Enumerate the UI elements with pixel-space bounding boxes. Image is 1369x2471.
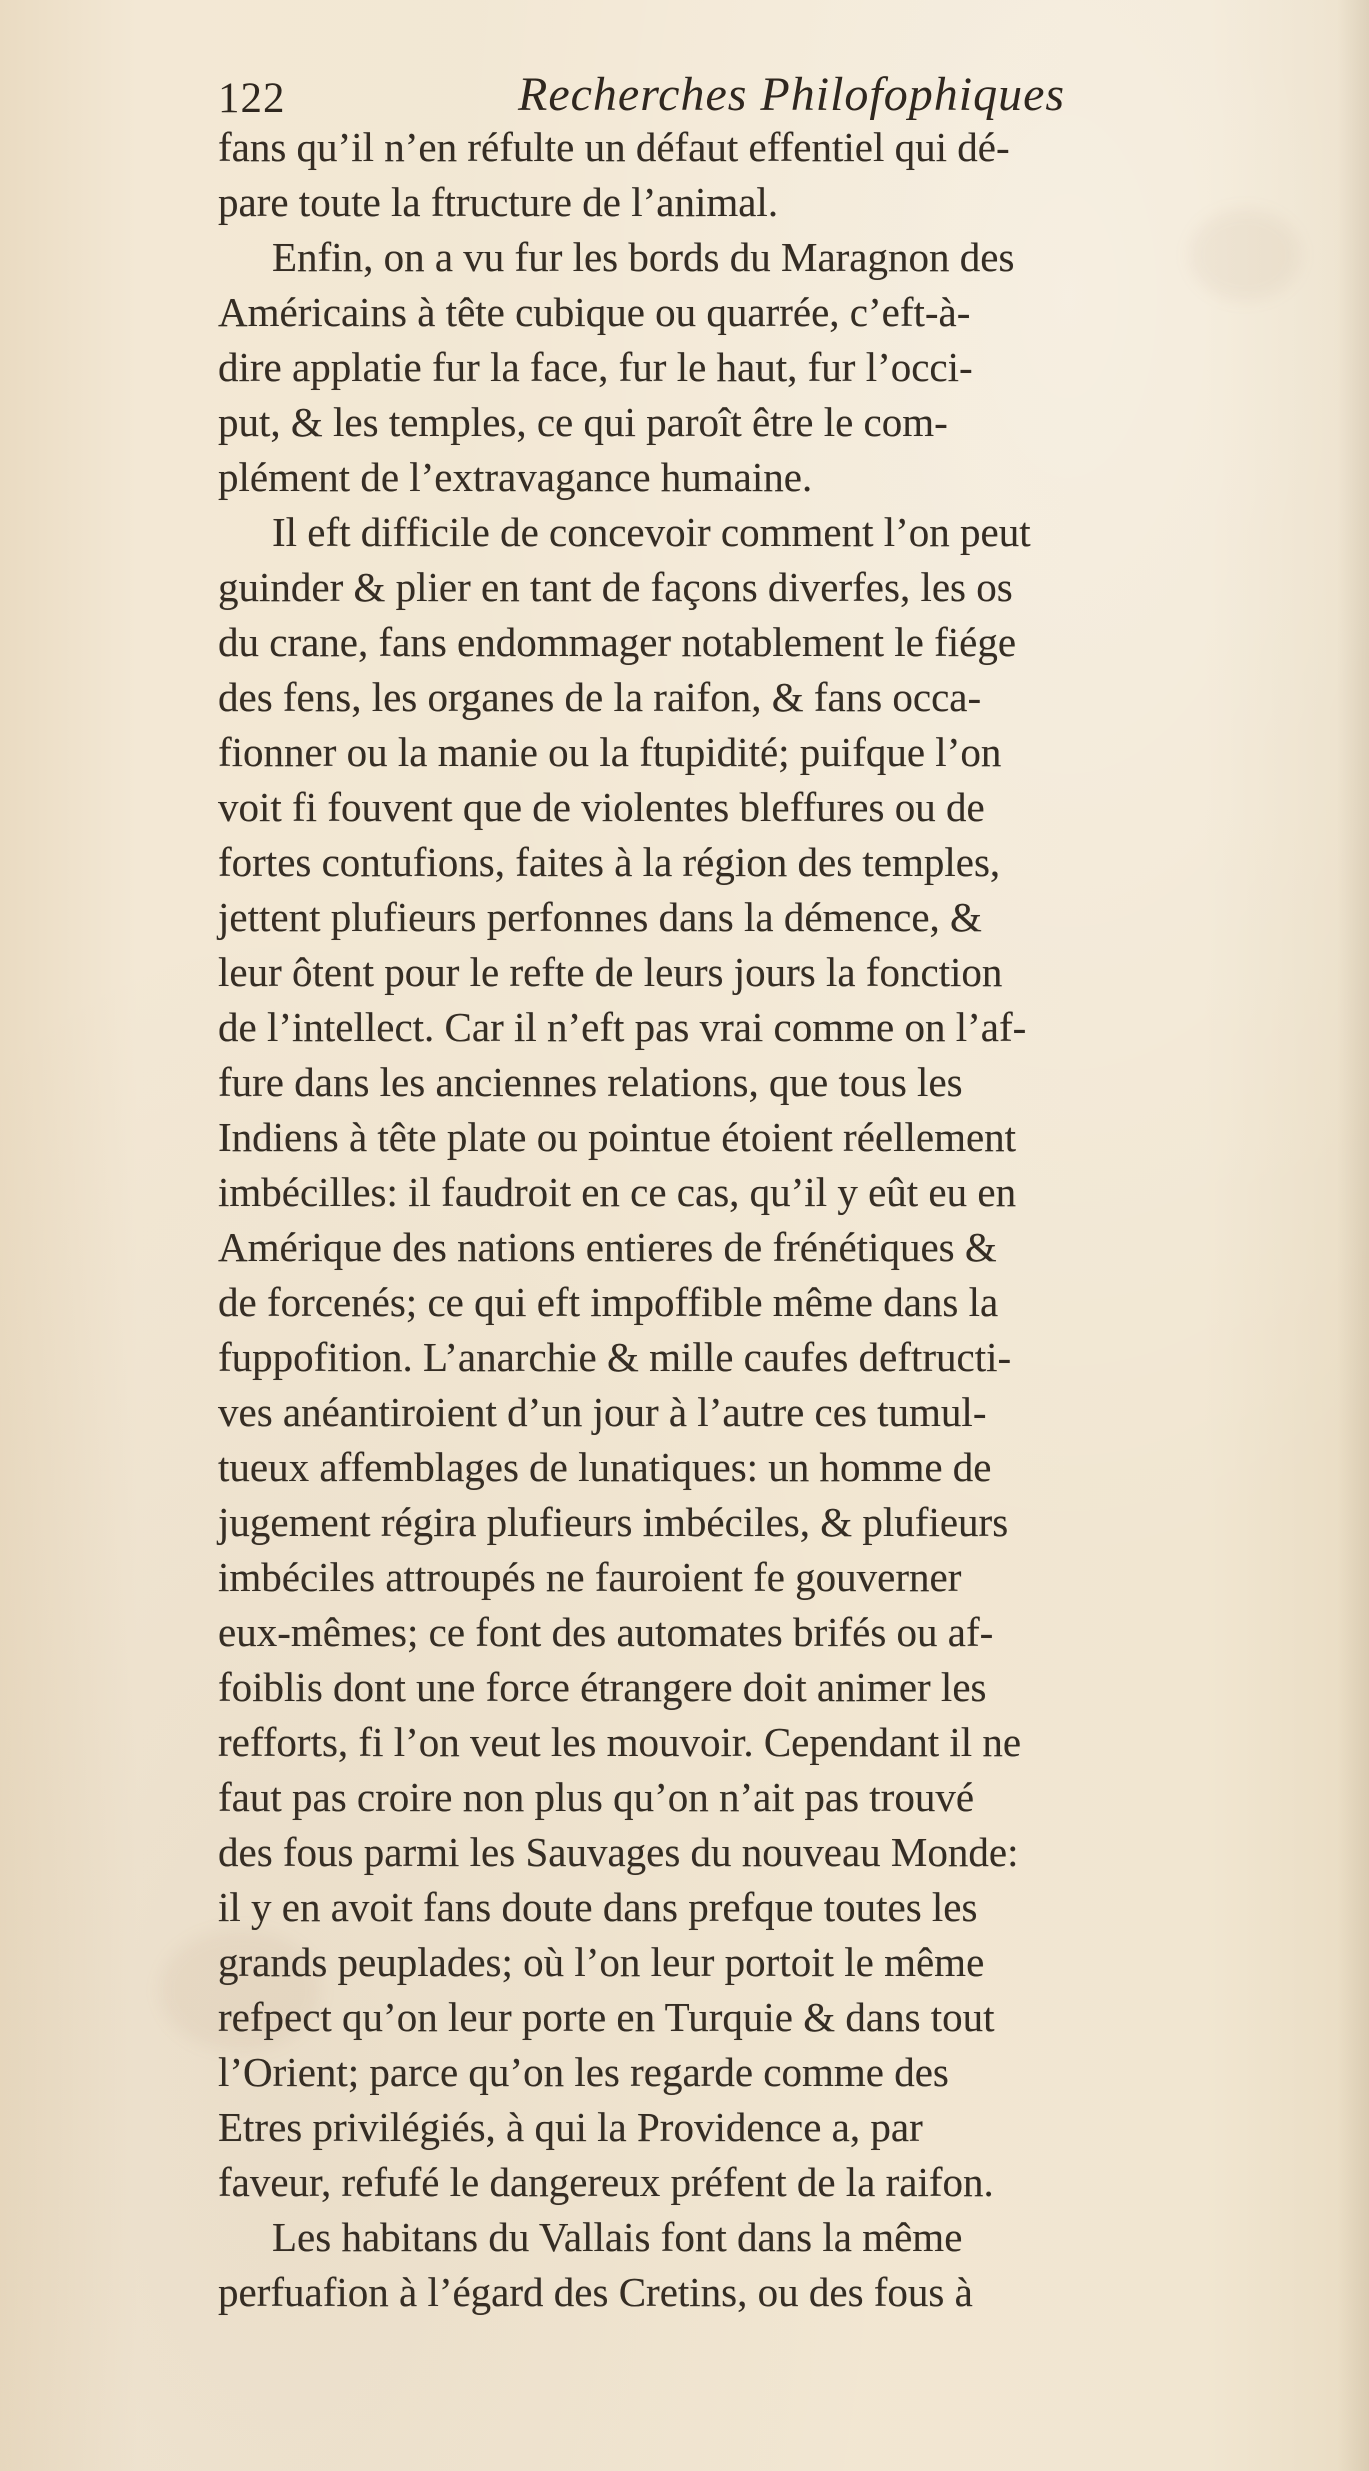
paragraph-start-line: Il eft difficile de concevoir comment l’on peut xyxy=(272,509,1031,555)
text-line: Amérique des nations entieres de frénétiques & xyxy=(218,1224,997,1270)
text-line: fans qu’il n’en réfulte un défaut effentiel qui dé- xyxy=(218,124,1010,170)
text-line: fuppofition. L’anarchie & mille caufes deftructi- xyxy=(218,1334,1012,1380)
text-line: fionner ou la manie ou la ftupidité; puifque l’on xyxy=(218,729,1002,775)
paragraph-start-line: Enfin, on a vu fur les bords du Maragnon des xyxy=(272,234,1015,280)
page-edge-shadow xyxy=(1337,0,1369,2471)
text-line: Américains à tête cubique ou quarrée, c’eft-à- xyxy=(218,289,971,335)
text-line: Indiens à tête plate ou pointue étoient réellement xyxy=(218,1114,1017,1160)
text-line: jettent plufieurs perfonnes dans la démence, & xyxy=(218,894,982,940)
text-line: fure dans les anciennes relations, que tous les xyxy=(218,1059,963,1105)
text-line: dire applatie fur la face, fur le haut, fur l’occi- xyxy=(218,344,973,390)
body-text xyxy=(218,120,1328,2380)
text-line: des fens, les organes de la raifon, & fans occa- xyxy=(218,674,982,720)
text-line: grands peuplades; où l’on leur portoit le même xyxy=(218,1939,985,1985)
text-line: pare toute la ftructure de l’animal. xyxy=(218,179,779,225)
text-line: faveur, refufé le dangereux préfent de la raifon. xyxy=(218,2159,994,2205)
text-line: leur ôtent pour le refte de leurs jours la fonction xyxy=(218,949,1003,995)
running-title: Recherches Philofophiques xyxy=(518,68,1066,121)
text-line: il y en avoit fans doute dans prefque toutes les xyxy=(218,1884,978,1930)
text-line: refpect qu’on leur porte en Turquie & dans tout xyxy=(218,1994,995,2040)
text-line: voit fi fouvent que de violentes bleffures ou de xyxy=(218,784,985,830)
text-line: put, & les temples, ce qui paroît être le com- xyxy=(218,399,948,445)
page-number: 122 xyxy=(218,75,286,122)
text-line: perfuafion à l’égard des Cretins, ou des fous à xyxy=(218,2269,973,2315)
text-line: ves anéantiroient d’un jour à l’autre ces tumul- xyxy=(218,1389,987,1435)
text-line: de l’intellect. Car il n’eft pas vrai comme on l’af- xyxy=(218,1004,1027,1050)
text-line: fortes contufions, faites à la région des temples, xyxy=(218,839,1001,885)
text-line: de forcenés; ce qui eft impoffible même dans la xyxy=(218,1279,999,1325)
text-line: l’Orient; parce qu’on les regarde comme des xyxy=(218,2049,949,2095)
text-line: tueux affemblages de lunatiques: un homme de xyxy=(218,1444,992,1490)
text-line: imbécilles: il faudroit en ce cas, qu’il y eût eu en xyxy=(218,1169,1017,1215)
text-line: jugement régira plufieurs imbéciles, & plufieurs xyxy=(218,1499,1009,1545)
text-line: du crane, fans endommager notablement le fiége xyxy=(218,619,1017,665)
paragraph-start-line: Les habitans du Vallais font dans la même xyxy=(272,2214,963,2260)
text-line: plément de l’extravagance humaine. xyxy=(218,454,813,500)
text-line: imbéciles attroupés ne fauroient fe gouverner xyxy=(218,1554,962,1600)
text-line: foiblis dont une force étrangere doit animer les xyxy=(218,1664,987,1710)
text-line: eux-mêmes; ce font des automates brifés ou af- xyxy=(218,1609,994,1655)
text-line: des fous parmi les Sauvages du nouveau Monde: xyxy=(218,1829,1019,1875)
text-line: refforts, fi l’on veut les mouvoir. Cependant il ne xyxy=(218,1719,1022,1765)
text-line: guinder & plier en tant de façons diverfes, les os xyxy=(218,564,1013,610)
text-line: faut pas croire non plus qu’on n’ait pas trouvé xyxy=(218,1774,975,1820)
text-line: Etres privilégiés, à qui la Providence a, par xyxy=(218,2104,923,2150)
